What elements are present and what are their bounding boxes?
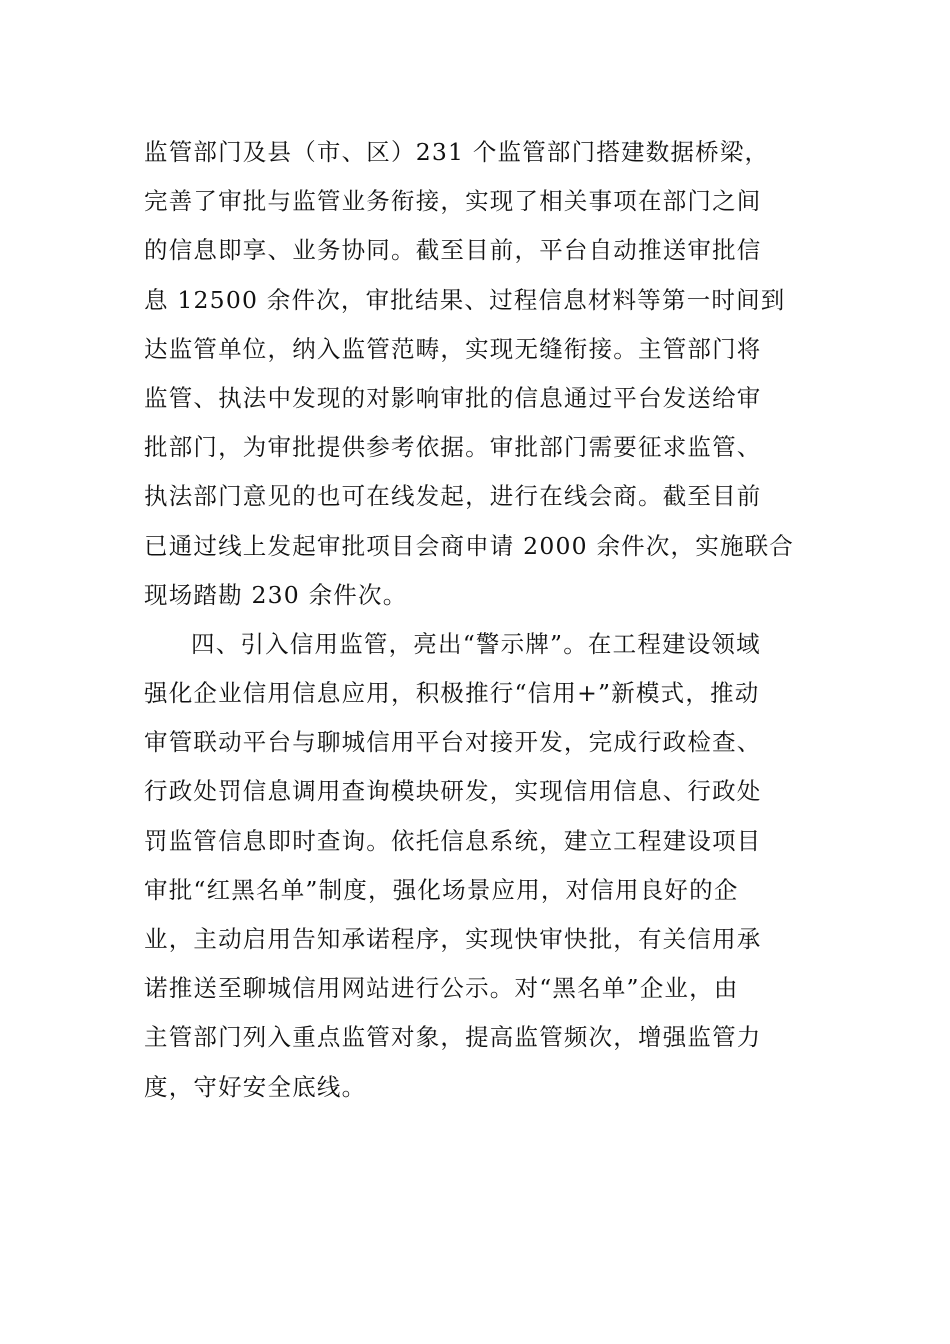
text-line: 达监管单位，纳入监管范畴，实现无缝衔接。主管部门将 — [144, 334, 762, 363]
text-line: 主管部门列入重点监管对象，提高监管频次，增强监管力 — [144, 1023, 762, 1052]
text-line: 完善了审批与监管业务衔接，实现了相关事项在部门之间 — [144, 187, 762, 216]
paragraph-data-sharing — [144, 128, 824, 620]
text-line: 罚监管信息即时查询。依托信息系统，建立工程建设项目 — [144, 826, 762, 855]
text-line: 度，守好安全底线。 — [144, 1072, 367, 1101]
body-text — [144, 128, 824, 1112]
text-line: 的信息即享、业务协同。截至目前，平台自动推送审批信 — [144, 236, 762, 265]
text-line: 监管部门及县（市、区）231 个监管部门搭建数据桥梁， — [144, 138, 770, 166]
text-line: 监管、执法中发现的对影响审批的信息通过平台发送给审 — [144, 383, 762, 412]
text-line: 业，主动启用告知承诺程序，实现快审快批，有关信用承 — [144, 925, 762, 953]
paragraph-credit-supervision — [144, 620, 824, 1112]
text-line: 诺推送至聊城信用网站进行公示。对“黑名单”企业，由 — [144, 974, 739, 1003]
text-line: 行政处罚信息调用查询模块研发，实现信用信息、行政处 — [144, 777, 762, 806]
text-line: 批部门，为审批提供参考依据。审批部门需要征求监管、 — [144, 433, 762, 462]
text-line: 审管联动平台与聊城信用平台对接开发，完成行政检查、 — [144, 728, 762, 757]
text-line: 强化企业信用信息应用，积极推行“信用+”新模式，推动 — [144, 679, 760, 708]
text-line: 息 12500 余件次，审批结果、过程信息材料等第一时间到 — [144, 285, 786, 314]
text-line: 现场踏勘 230 余件次。 — [144, 580, 408, 609]
text-line: 审批“红黑名单”制度，强化场景应用，对信用良好的企 — [144, 875, 739, 904]
text-line: 执法部门意见的也可在线发起，进行在线会商。截至目前 — [144, 482, 762, 511]
text-line: 已通过线上发起审批项目会商申请 2000 余件次，实施联合 — [144, 531, 795, 560]
section-heading-line: 四、引入信用监管，亮出“警示牌”。在工程建设领域 — [191, 629, 761, 658]
